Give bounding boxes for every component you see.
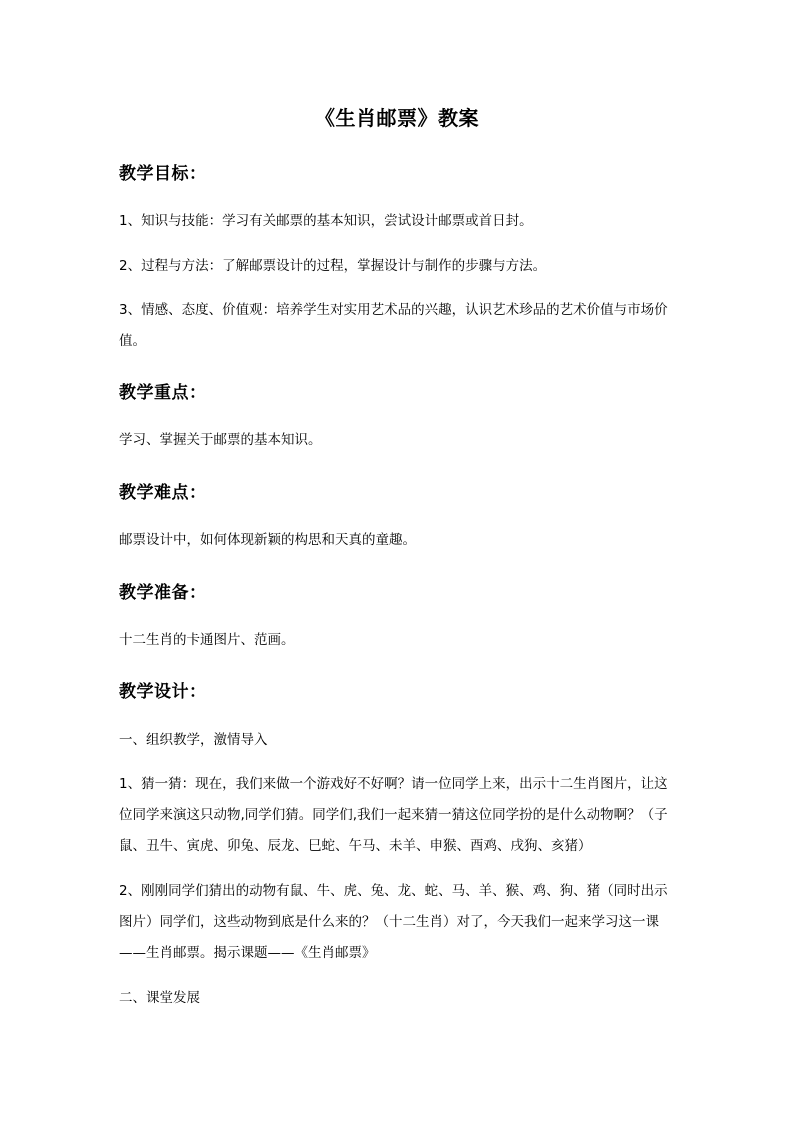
preparation-text: 十二生肖的卡通图片、范画。 (119, 632, 295, 648)
heading-preparation: 教学准备： (119, 583, 207, 603)
goal-item-2: 2、过程与方法：了解邮票设计的过程，掌握设计与制作的步骤与方法。 (119, 258, 547, 274)
goal-item-3: 3、情感、态度、价值观：培养学生对实用艺术品的兴趣，认识艺术珍品的艺术价值与市场价值。 (119, 302, 668, 349)
goal-item-1: 1、知识与技能：学习有关邮票的基本知识，尝试设计邮票或首日封。 (119, 213, 533, 229)
key-points-text: 学习、掌握关于邮票的基本知识。 (119, 432, 322, 448)
difficulty-text: 邮票设计中，如何体现新颖的构思和天真的童趣。 (119, 532, 416, 548)
heading-difficulty: 教学难点： (119, 483, 207, 503)
design-paragraph-1: 1、猜一猜：现在，我们来做一个游戏好不好啊？请一位同学上来，出示十二生肖图片，让这位同学来演这只动物,同学们猜。同学们,我们一起来猜一猜这位同学扮的是什么动物啊？（子鼠、丑牛、寅虎、卯兔、辰龙、巳蛇、午马、未羊、申猴、酉鸡、戌狗、亥猪） (119, 776, 668, 854)
part1-number: 一、 (119, 732, 146, 748)
heading-design: 教学设计： (119, 682, 207, 702)
design-paragraph-2: 2、刚刚同学们猜出的动物有鼠、牛、虎、兔、龙、蛇、马、羊、猴、鸡、狗、猪（同时出示图片）同学们，这些动物到底是什么来的？（十二生肖）对了，今天我们一起来学习这一课——生肖邮票。揭示课题——《生肖邮票》 (119, 883, 668, 961)
part1-title: 组织教学，激情导入 (146, 732, 268, 748)
heading-key-points: 教学重点： (119, 383, 207, 403)
heading-goals: 教学目标： (119, 164, 207, 184)
document-title: 《生肖邮票》教案 (315, 106, 479, 130)
part2-heading: 二、课堂发展 (119, 990, 200, 1006)
part1-heading (119, 725, 679, 756)
